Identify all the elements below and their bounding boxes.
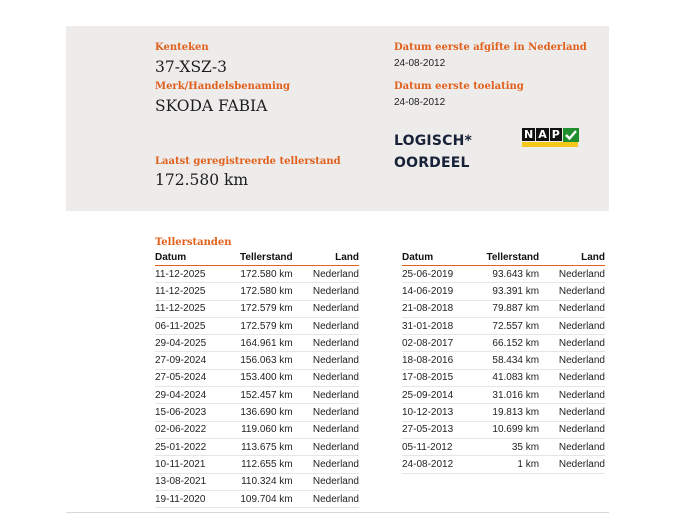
cell-datum: 15-06-2023 xyxy=(155,404,217,421)
cell-datum: 05-11-2012 xyxy=(402,438,464,455)
cell-tellerstand: 41.083 km xyxy=(464,369,539,386)
table-row xyxy=(402,387,605,404)
cell-land: Nederland xyxy=(293,352,359,369)
cell-datum: 11-12-2025 xyxy=(155,283,217,300)
cell-datum: 19-11-2020 xyxy=(155,490,217,507)
cell-land: Nederland xyxy=(293,421,359,438)
toelating-label: Datum eerste toelating xyxy=(394,81,524,92)
cell-land: Nederland xyxy=(293,266,359,283)
cell-datum: 11-12-2025 xyxy=(155,266,217,283)
cell-land: Nederland xyxy=(539,300,605,317)
cell-land: Nederland xyxy=(539,369,605,386)
cell-tellerstand: 172.579 km xyxy=(217,300,293,317)
cell-datum: 29-04-2025 xyxy=(155,335,217,352)
cell-datum: 21-08-2018 xyxy=(402,300,464,317)
cell-datum: 24-08-2012 xyxy=(402,456,464,473)
teller-label: Laatst geregistreerde tellerstand xyxy=(155,156,341,167)
cell-datum: 25-06-2019 xyxy=(402,266,464,283)
cell-datum: 14-06-2019 xyxy=(402,283,464,300)
cell-tellerstand: 35 km xyxy=(464,438,539,455)
table-row xyxy=(402,300,605,317)
cell-tellerstand: 110.324 km xyxy=(217,473,293,490)
cell-land: Nederland xyxy=(293,404,359,421)
cell-datum: 25-01-2022 xyxy=(155,438,217,455)
cell-land: Nederland xyxy=(293,369,359,386)
merk-value: SKODA FABIA xyxy=(155,97,268,115)
cell-datum: 17-08-2015 xyxy=(402,369,464,386)
table-row xyxy=(402,456,605,473)
cell-datum: 11-12-2025 xyxy=(155,300,217,317)
cell-tellerstand: 172.580 km xyxy=(217,283,293,300)
cell-datum: 13-08-2021 xyxy=(155,473,217,490)
nap-letter-a: A xyxy=(538,128,547,141)
cell-datum: 25-09-2014 xyxy=(402,387,464,404)
afgifte-value: 24-08-2012 xyxy=(394,58,446,69)
cell-tellerstand: 31.016 km xyxy=(464,387,539,404)
table-row xyxy=(155,317,359,334)
table-row xyxy=(155,300,359,317)
cell-datum: 27-09-2024 xyxy=(155,352,217,369)
table-row xyxy=(402,421,605,438)
table-row xyxy=(402,283,605,300)
tellerstanden-title: Tellerstanden xyxy=(155,237,232,248)
kenteken-label: Kenteken xyxy=(155,42,209,53)
cell-tellerstand: 153.400 km xyxy=(217,369,293,386)
cell-datum: 02-06-2022 xyxy=(155,421,217,438)
table-row xyxy=(155,473,359,490)
cell-tellerstand: 19.813 km xyxy=(464,404,539,421)
verdict-line-2: OORDEEL xyxy=(394,155,470,171)
table-row xyxy=(155,490,359,507)
table-row xyxy=(155,352,359,369)
cell-land: Nederland xyxy=(539,317,605,334)
cell-tellerstand: 136.690 km xyxy=(217,404,293,421)
table-row xyxy=(155,438,359,455)
col-tellerstand: Tellerstand xyxy=(464,251,539,266)
vehicle-summary-panel xyxy=(66,26,609,211)
cell-datum: 29-04-2024 xyxy=(155,387,217,404)
cell-datum: 27-05-2024 xyxy=(155,369,217,386)
teller-value: 172.580 km xyxy=(155,171,249,189)
cell-land: Nederland xyxy=(539,266,605,283)
cell-tellerstand: 172.579 km xyxy=(217,317,293,334)
cell-tellerstand: 1 km xyxy=(464,456,539,473)
cell-land: Nederland xyxy=(539,283,605,300)
cell-land: Nederland xyxy=(293,473,359,490)
cell-datum: 27-05-2013 xyxy=(402,421,464,438)
table-row xyxy=(155,283,359,300)
col-land: Land xyxy=(293,251,359,266)
cell-tellerstand: 164.961 km xyxy=(217,335,293,352)
nap-letter-p: P xyxy=(551,128,560,141)
cell-land: Nederland xyxy=(539,421,605,438)
cell-tellerstand: 93.643 km xyxy=(464,266,539,283)
odometer-table-left xyxy=(155,251,359,508)
table-header-row xyxy=(402,251,605,266)
table-row xyxy=(155,421,359,438)
kenteken-value: 37-XSZ-3 xyxy=(155,58,227,76)
cell-tellerstand: 66.152 km xyxy=(464,335,539,352)
table-row xyxy=(402,352,605,369)
col-datum: Datum xyxy=(155,251,217,266)
cell-datum: 10-11-2021 xyxy=(155,456,217,473)
cell-land: Nederland xyxy=(539,387,605,404)
nap-yellow-stripe xyxy=(522,142,578,147)
toelating-value: 24-08-2012 xyxy=(394,97,446,108)
odometer-table-right xyxy=(402,251,605,474)
cell-land: Nederland xyxy=(293,300,359,317)
cell-land: Nederland xyxy=(293,335,359,352)
col-land: Land xyxy=(539,251,605,266)
nap-letter-n: N xyxy=(524,128,534,141)
checkmark-icon xyxy=(563,128,579,142)
cell-datum: 18-08-2016 xyxy=(402,352,464,369)
cell-datum: 02-08-2017 xyxy=(402,335,464,352)
table-row xyxy=(402,369,605,386)
table-row xyxy=(155,266,359,283)
cell-tellerstand: 113.675 km xyxy=(217,438,293,455)
col-tellerstand: Tellerstand xyxy=(217,251,293,266)
cell-land: Nederland xyxy=(293,387,359,404)
cell-land: Nederland xyxy=(293,490,359,507)
cell-land: Nederland xyxy=(539,438,605,455)
cell-tellerstand: 72.557 km xyxy=(464,317,539,334)
nap-verdict xyxy=(394,130,472,174)
table-row xyxy=(402,266,605,283)
table-row xyxy=(402,404,605,421)
cell-tellerstand: 112.655 km xyxy=(217,456,293,473)
table-row xyxy=(155,387,359,404)
cell-tellerstand: 79.887 km xyxy=(464,300,539,317)
merk-label: Merk/Handelsbenaming xyxy=(155,81,291,92)
cell-land: Nederland xyxy=(293,438,359,455)
cell-tellerstand: 58.434 km xyxy=(464,352,539,369)
cell-tellerstand: 10.699 km xyxy=(464,421,539,438)
nap-logo xyxy=(522,128,579,149)
cell-land: Nederland xyxy=(539,404,605,421)
cell-land: Nederland xyxy=(293,456,359,473)
cell-tellerstand: 152.457 km xyxy=(217,387,293,404)
cell-land: Nederland xyxy=(539,335,605,352)
cell-tellerstand: 156.063 km xyxy=(217,352,293,369)
afgifte-label: Datum eerste afgifte in Nederland xyxy=(394,42,587,53)
cell-land: Nederland xyxy=(539,352,605,369)
table-row xyxy=(402,317,605,334)
table-header-row xyxy=(155,251,359,266)
cell-tellerstand: 93.391 km xyxy=(464,283,539,300)
cell-datum: 31-01-2018 xyxy=(402,317,464,334)
col-datum: Datum xyxy=(402,251,464,266)
cell-datum: 10-12-2013 xyxy=(402,404,464,421)
cell-tellerstand: 109.704 km xyxy=(217,490,293,507)
bottom-divider xyxy=(66,512,609,513)
cell-tellerstand: 172.580 km xyxy=(217,266,293,283)
table-row xyxy=(155,404,359,421)
table-row xyxy=(155,456,359,473)
cell-land: Nederland xyxy=(539,456,605,473)
verdict-line-1: LOGISCH* xyxy=(394,133,473,149)
table-row xyxy=(402,335,605,352)
cell-datum: 06-11-2025 xyxy=(155,317,217,334)
table-row xyxy=(155,369,359,386)
cell-tellerstand: 119.060 km xyxy=(217,421,293,438)
table-row xyxy=(402,438,605,455)
cell-land: Nederland xyxy=(293,283,359,300)
table-row xyxy=(155,335,359,352)
cell-land: Nederland xyxy=(293,317,359,334)
